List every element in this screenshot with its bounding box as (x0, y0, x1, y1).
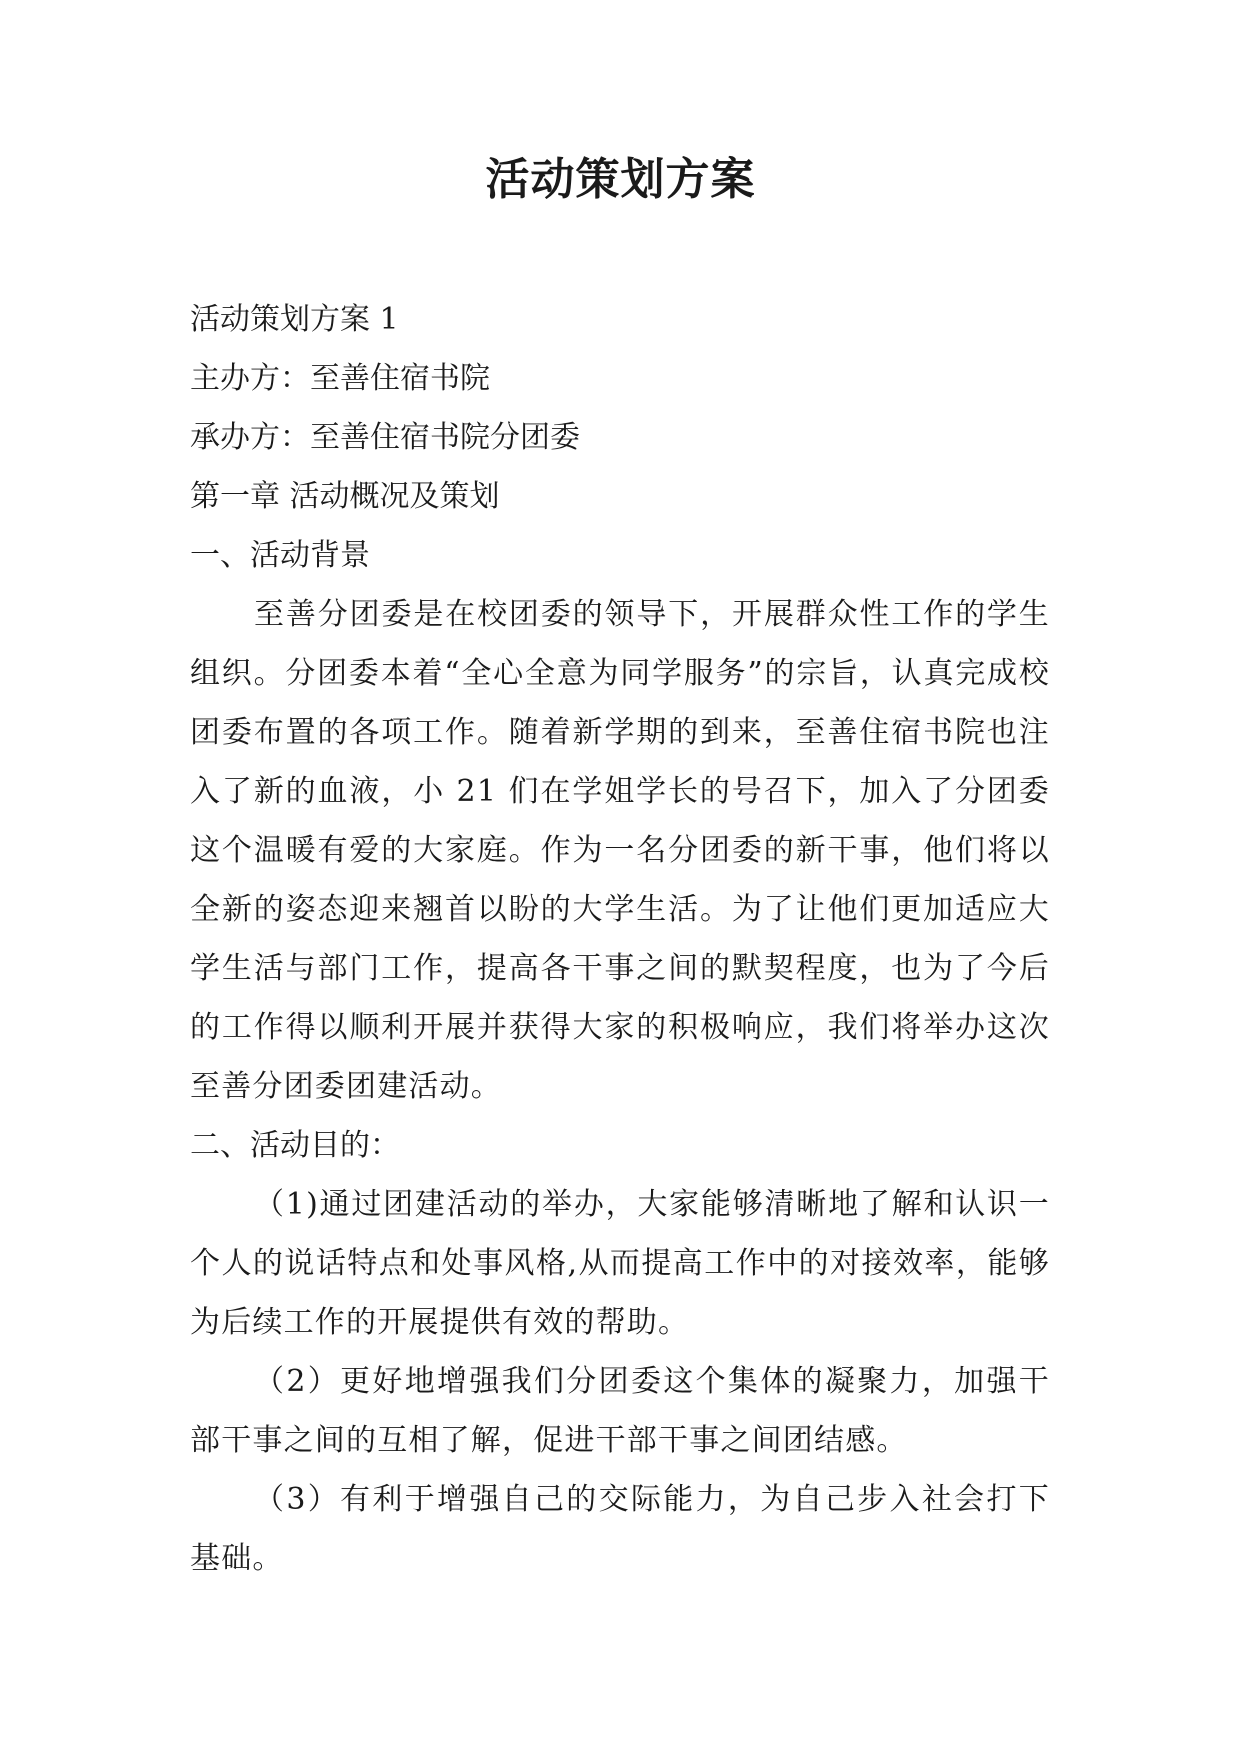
document-title: 活动策划方案 (485, 154, 756, 205)
host-line: 主办方：至善住宿书院 (190, 361, 490, 396)
section-heading-purpose: 二、活动目的： (190, 1128, 400, 1163)
chapter-heading: 第一章 活动概况及策划 (190, 479, 500, 514)
background-paragraph: 至善分团委是在校团委的领导下，开展群众性工作的学生组织。分团委本着“全心全意为同学服务”的宗旨，认真完成校团委布置的各项工作。随着新学期的到来，至善住宿书院也注入了新的血液，小 21 们在学姐学长的号召下，加入了分团委这个温暖有爱的大家庭。作为一名分团委的新干事，他们将以全新的姿态迎来翘首以盼的大学生活。为了让他们更加适应大学生活与部门工作，提高各干事之间的默契程度，也为了今后的工作得以顺利开展并获得大家的积极响应，我们将举办这次至善分团委团建活动。 (190, 597, 1050, 1104)
plan-number-line: 活动策划方案 1 (190, 302, 399, 337)
section-heading-background: 一、活动背景 (190, 538, 370, 573)
purpose-item-3: （3）有利于增强自己的交际能力，为自己步入社会打下基础。 (190, 1482, 1050, 1576)
organizer-line: 承办方：至善住宿书院分团委 (190, 420, 580, 455)
purpose-item-1: （1)通过团建活动的举办，大家能够清晰地了解和认识一个人的说话特点和处事风格,从而提高工作中的对接效率，能够为后续工作的开展提供有效的帮助。 (190, 1187, 1050, 1340)
purpose-item-2: （2）更好地增强我们分团委这个集体的凝聚力，加强干部干事之间的互相了解，促进干部干事之间团结感。 (190, 1364, 1050, 1458)
document-body (190, 290, 1050, 1588)
